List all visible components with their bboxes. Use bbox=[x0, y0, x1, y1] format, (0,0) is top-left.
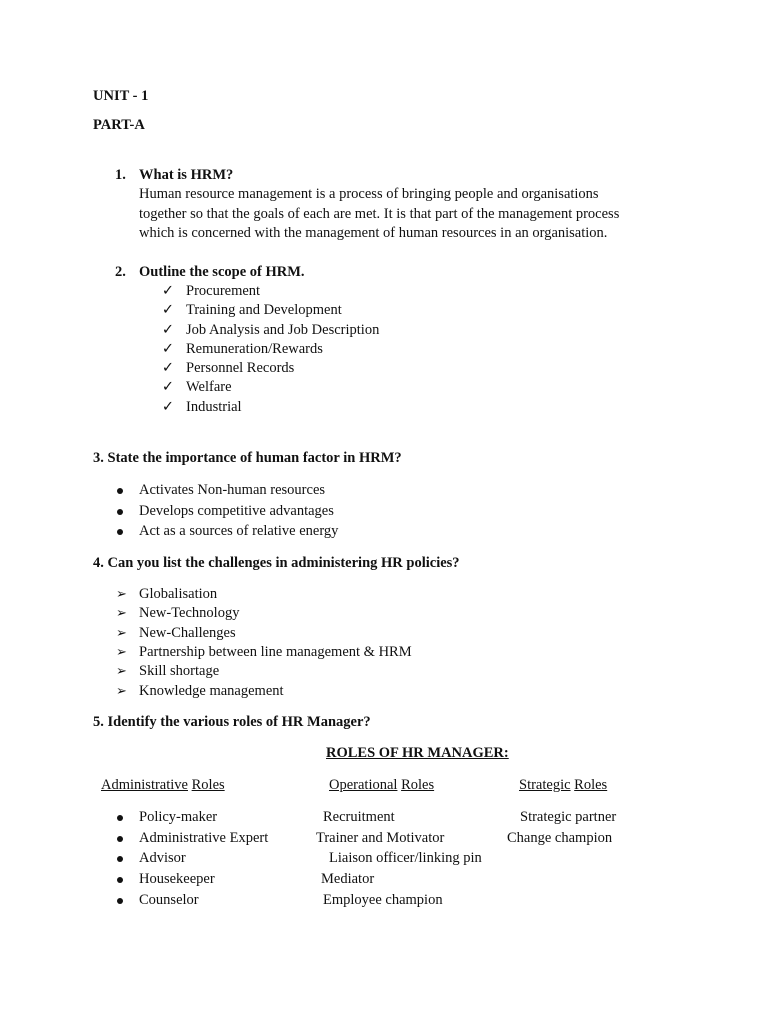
column-header-suffix: Roles bbox=[191, 777, 225, 793]
q5-question: 5. Identify the various roles of HR Manager? bbox=[93, 714, 371, 730]
column-header-suffix: Roles bbox=[401, 777, 435, 793]
check-mark-icon: ✓ bbox=[161, 341, 175, 357]
q4-question: 4. Can you list the challenges in administering HR policies? bbox=[93, 555, 460, 571]
check-mark-icon: ✓ bbox=[161, 283, 175, 299]
q1-question: What is HRM? bbox=[139, 167, 234, 183]
q3-question: 3. State the importance of human factor in HRM? bbox=[93, 450, 402, 466]
check-mark-icon: ✓ bbox=[161, 399, 175, 415]
unit-heading: UNIT - 1 bbox=[93, 88, 149, 104]
arrowhead-icon: ➢ bbox=[116, 644, 127, 659]
arrowhead-icon: ➢ bbox=[116, 663, 127, 678]
bullet-dot-icon bbox=[117, 815, 123, 821]
operational-role: Liaison officer/linking pin bbox=[329, 850, 482, 866]
strategic-role: Change champion bbox=[507, 830, 613, 846]
administrative-role: Advisor bbox=[139, 850, 186, 866]
challenge-item: Knowledge management bbox=[139, 683, 284, 699]
challenge-item: Partnership between line management & HRM bbox=[139, 644, 412, 660]
bullet-dot-icon bbox=[117, 877, 123, 883]
q1-answer-line: which is concerned with the management of human resources in an organisation. bbox=[139, 225, 608, 241]
column-header-administrative bbox=[101, 776, 225, 794]
challenge-item: Globalisation bbox=[139, 586, 218, 602]
bullet-dot-icon bbox=[117, 529, 123, 535]
bullet-dot-icon bbox=[117, 898, 123, 904]
column-header-strategic bbox=[519, 776, 607, 794]
arrowhead-icon: ➢ bbox=[116, 586, 127, 601]
administrative-role: Housekeeper bbox=[139, 871, 215, 887]
q1-answer-line: Human resource management is a process of bringing people and organisations bbox=[139, 186, 599, 202]
arrowhead-icon: ➢ bbox=[116, 683, 127, 698]
bullet-dot-icon bbox=[117, 836, 123, 842]
q1-answer-line: together so that the goals of each are met. It is that part of the management process bbox=[139, 206, 620, 222]
administrative-role: Policy-maker bbox=[139, 809, 218, 825]
scope-item: Training and Development bbox=[186, 302, 342, 318]
scope-item: Welfare bbox=[186, 379, 232, 395]
importance-item: Activates Non-human resources bbox=[139, 482, 326, 498]
scope-item: Personnel Records bbox=[186, 360, 295, 376]
check-mark-icon: ✓ bbox=[161, 379, 175, 395]
q2-number: 2. bbox=[115, 264, 126, 280]
column-header-word: Administrative bbox=[101, 777, 188, 793]
column-header-word: Operational bbox=[329, 777, 398, 793]
importance-item: Develops competitive advantages bbox=[139, 503, 334, 519]
strategic-role: Strategic partner bbox=[520, 809, 617, 825]
column-header-operational bbox=[329, 776, 434, 794]
challenge-item: New-Challenges bbox=[139, 625, 236, 641]
scope-item: Remuneration/Rewards bbox=[186, 341, 323, 357]
operational-role: Recruitment bbox=[323, 809, 395, 825]
column-header-word: Strategic bbox=[519, 777, 571, 793]
importance-item: Act as a sources of relative energy bbox=[139, 523, 339, 539]
administrative-role: Counselor bbox=[139, 892, 199, 908]
part-heading: PART-A bbox=[93, 117, 145, 133]
q2-question: Outline the scope of HRM. bbox=[139, 264, 305, 280]
check-mark-icon: ✓ bbox=[161, 322, 175, 338]
operational-role: Trainer and Motivator bbox=[316, 830, 445, 846]
administrative-role: Administrative Expert bbox=[139, 830, 269, 846]
arrowhead-icon: ➢ bbox=[116, 605, 127, 620]
check-mark-icon: ✓ bbox=[161, 360, 175, 376]
roles-title: ROLES OF HR MANAGER: bbox=[326, 745, 509, 761]
bullet-dot-icon bbox=[117, 488, 123, 494]
scope-item: Procurement bbox=[186, 283, 261, 299]
check-mark-icon: ✓ bbox=[161, 302, 175, 318]
column-header-suffix: Roles bbox=[574, 777, 608, 793]
arrowhead-icon: ➢ bbox=[116, 625, 127, 640]
challenge-item: Skill shortage bbox=[139, 663, 220, 679]
operational-role: Mediator bbox=[321, 871, 375, 887]
scope-item: Industrial bbox=[186, 399, 242, 415]
bullet-dot-icon bbox=[117, 856, 123, 862]
challenge-item: New-Technology bbox=[139, 605, 240, 621]
q1-number: 1. bbox=[115, 167, 126, 183]
operational-role: Employee champion bbox=[323, 892, 443, 908]
scope-item: Job Analysis and Job Description bbox=[186, 322, 380, 338]
bullet-dot-icon bbox=[117, 509, 123, 515]
